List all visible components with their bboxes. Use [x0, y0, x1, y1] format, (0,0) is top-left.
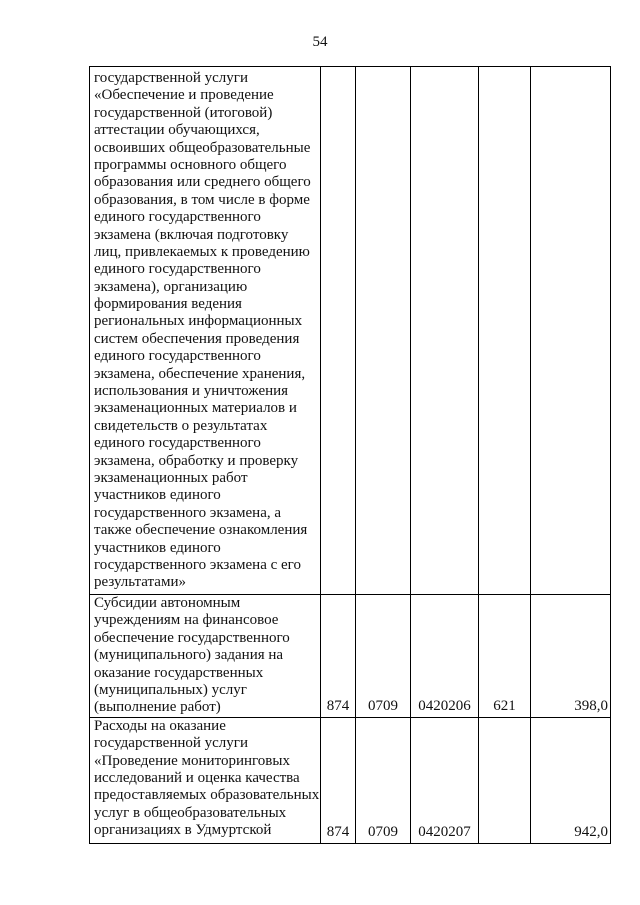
description-line: оказание государственных: [94, 664, 264, 681]
description-line: организациях в Удмуртской: [94, 822, 272, 839]
description-line: Субсидии автономным: [94, 595, 241, 611]
agency-code-cell: 874: [321, 717, 356, 843]
description-line: аттестации обучающихся,: [94, 122, 260, 139]
description-line: единого государственного: [94, 435, 261, 452]
description-cell: [90, 717, 321, 843]
agency-code-cell: [321, 67, 356, 595]
description-line: экзамена (включая подготовку: [94, 226, 289, 243]
description-line: услуг в общеобразовательных: [94, 804, 287, 821]
description-line: экзаменационных материалов и: [94, 400, 297, 417]
description-line: государственной услуги: [94, 70, 248, 86]
description-line: лиц, привлекаемых к проведению: [94, 243, 310, 260]
table-row: [90, 717, 611, 843]
target-code-cell: 0420207: [411, 717, 479, 843]
target-code-cell: [411, 67, 479, 595]
description-line: (муниципальных) услуг: [94, 681, 247, 698]
description-line: образования или среднего общего: [94, 174, 311, 191]
description-line: освоивших общеобразовательные: [94, 139, 311, 156]
description-line: «Обеспечение и проведение: [94, 87, 274, 104]
agency-code-cell: 874: [321, 595, 356, 718]
description-line: (выполнение работ): [94, 699, 221, 716]
description-line: предоставляемых образовательных: [94, 787, 320, 804]
description-line: государственного экзамена с его: [94, 556, 301, 573]
description-line: Расходы на оказание: [94, 717, 226, 734]
description-line: единого государственного: [94, 209, 261, 226]
expense-type-cell: [479, 67, 531, 595]
description-line: формирования ведения: [94, 296, 242, 313]
description-line: экзаменационных работ: [94, 469, 248, 486]
description-cell: [90, 67, 321, 595]
description-line: государственной (итоговой): [94, 104, 273, 121]
section-code-cell: [356, 67, 411, 595]
description-line: единого государственного: [94, 261, 261, 278]
amount-cell: [531, 67, 611, 595]
description-line: региональных информационных: [94, 313, 303, 330]
description-line: экзамена, обработку и проверку: [94, 452, 299, 469]
description-line: участников единого: [94, 539, 221, 556]
description-line: программы основного общего: [94, 156, 287, 173]
description-line: государственной услуги: [94, 735, 248, 752]
description-line: экзамена, обеспечение хранения,: [94, 365, 306, 382]
description-line: обеспечение государственного: [94, 629, 290, 646]
description-line: результатами»: [94, 574, 186, 591]
description-cell: [90, 595, 321, 718]
description-line: учреждениям на финансовое: [94, 612, 279, 629]
expense-type-cell: [479, 717, 531, 843]
amount-cell: 942,0: [531, 717, 611, 843]
target-code-cell: 0420206: [411, 595, 479, 718]
amount-cell: 398,0: [531, 595, 611, 718]
page-number: 54: [312, 34, 328, 50]
description-line: использования и уничтожения: [94, 383, 289, 400]
description-line: свидетельств о результатах: [94, 417, 268, 434]
description-line: участников единого: [94, 487, 221, 504]
description-line: образования, в том числе в форме: [94, 191, 310, 208]
description-line: (муниципального) задания на: [94, 647, 284, 664]
section-code-cell: 0709: [356, 717, 411, 843]
description-line: систем обеспечения проведения: [94, 330, 300, 347]
description-line: экзамена), организацию: [94, 278, 248, 295]
description-line: исследований и оценка качества: [94, 769, 300, 786]
description-line: «Проведение мониторинговых: [94, 752, 290, 769]
table-row: [90, 67, 611, 595]
description-line: государственного экзамена, а: [94, 504, 282, 521]
table-row: [90, 595, 611, 718]
description-line: единого государственного: [94, 348, 261, 365]
section-code-cell: 0709: [356, 595, 411, 718]
description-line: также обеспечение ознакомления: [94, 522, 308, 539]
budget-table: [89, 66, 611, 844]
expense-type-cell: 621: [479, 595, 531, 718]
